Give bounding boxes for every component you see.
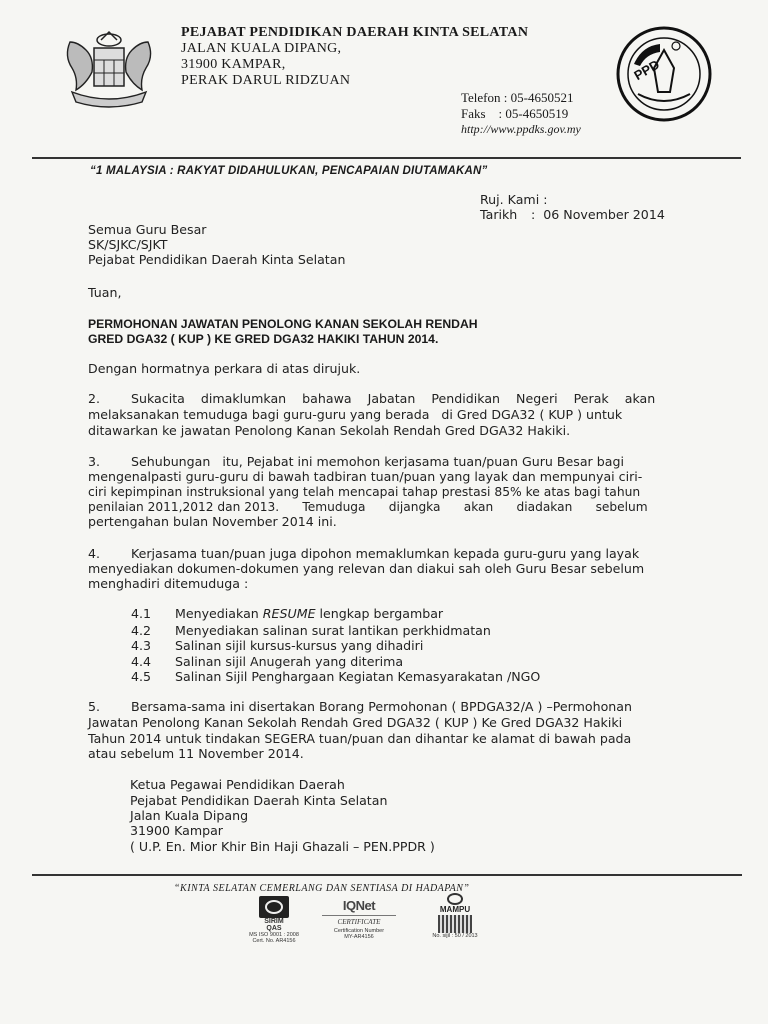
fax-number: Faks : 05-4650519: [461, 106, 569, 121]
paragraph-5-line: Jawatan Penolong Kanan Sekolah Rendah Gred DGA32 ( KUP ) Ke Gred DGA32 Hakiki: [88, 715, 623, 730]
list-item-number: 4.3: [131, 638, 152, 653]
sirim-cert-line-2: Cert. No. AR4156: [252, 938, 296, 944]
paragraph-2-line: Sukacita dimaklumkan bahawa Jabatan Pendidikan Negeri Perak akan: [131, 391, 656, 406]
list-item-text: Salinan sijil kursus-kursus yang dihadiri: [175, 638, 424, 653]
date-label: Tarikh: [480, 207, 518, 222]
phone-number: Telefon : 05-4650521: [461, 90, 574, 105]
list-item: [131, 638, 423, 653]
list-item-number: 4.1: [131, 606, 152, 621]
paragraph-3-line: penilaian 2011,2012 dan 2013. Temuduga dijangka akan diadakan sebelum: [88, 500, 648, 514]
coat-of-arms-logo: [60, 30, 158, 108]
iqnet-logo: IQNet: [342, 898, 376, 913]
iqnet-cert-line-2: MY-AR4156: [344, 934, 374, 940]
mampu-logo-text: MAMPU: [439, 905, 471, 914]
closing-address-line: Ketua Pegawai Pendidikan Daerah: [130, 777, 345, 792]
sirim-cert-line-1: MS ISO 9001 : 2008: [249, 932, 299, 938]
closing-address-line: Jalan Kuala Dipang: [130, 808, 249, 823]
paragraph-3-line: mengenalpasti guru-guru di bawah tadbiran tuan/puan yang layak dan mempunyai ciri-: [88, 469, 643, 484]
recipient-line-1: Semua Guru Besar: [88, 222, 207, 237]
org-address-line-1: JALAN KUALA DIPANG,: [181, 41, 342, 56]
iqnet-certification: [322, 898, 396, 940]
list-item: [131, 606, 443, 621]
sirim-logo-text-top: SIRIM: [264, 918, 284, 925]
closing-address-line: Pejabat Pendidikan Daerah Kinta Selatan: [130, 793, 388, 808]
paragraph-5-line: atau sebelum 11 November 2014.: [88, 746, 304, 761]
paragraph-3-line: Sehubungan itu, Pejabat ini memohon kerjasama tuan/puan Guru Besar bagi: [131, 454, 624, 469]
list-item: [131, 669, 540, 684]
list-item-number: 4.2: [131, 623, 152, 638]
list-item-text: Menyediakan salinan surat lantikan perkhidmatan: [175, 623, 491, 638]
footer-rule: [32, 874, 742, 876]
date-value: : 06 November 2014: [531, 207, 665, 222]
paragraph-5-number: 5.: [88, 699, 101, 714]
sirim-logo-text-bottom: QAS: [266, 925, 282, 932]
list-item-number: 4.5: [131, 669, 152, 684]
paragraph-4-line: menyediakan dokumen-dokumen yang relevan dan diakui sah oleh Guru Besar sebelum: [88, 561, 645, 576]
recipient-line-2: SK/SJKC/SJKT: [88, 237, 168, 252]
paragraph-3-line: pertengahan bulan November 2014 ini.: [88, 514, 337, 529]
mampu-logo-icon: [447, 893, 463, 905]
footer-motto: “KINTA SELATAN CEMERLANG DAN SENTIASA DI HADAPAN”: [174, 883, 470, 894]
closing-address-line: 31900 Kampar: [130, 823, 223, 838]
mampu-cert-line-1: No. sijil : 50 / 2013: [432, 933, 478, 939]
paragraph-3-number: 3.: [88, 454, 101, 469]
opening-line: Dengan hormatnya perkara di atas dirujuk.: [88, 361, 361, 376]
list-item-text-end: lengkap bergambar: [315, 606, 444, 621]
list-item-number: 4.4: [131, 654, 152, 669]
subject-line-1: PERMOHONAN JAWATAN PENOLONG KANAN SEKOLAH RENDAH: [88, 317, 478, 331]
header-rule: [32, 157, 741, 159]
list-item-text: Menyediakan: [175, 606, 263, 621]
list-item-text: Salinan Sijil Penghargaan Kegiatan Kemasyarakatan /NGO: [175, 669, 541, 684]
paragraph-2-line: ditawarkan ke jawatan Penolong Kanan Sekolah Rendah Gred DGA32 Hakiki.: [88, 423, 571, 438]
list-item: [131, 623, 491, 638]
salutation: Tuan,: [88, 285, 122, 300]
iqnet-certificate-caption: CERTIFICATE: [337, 918, 381, 926]
recipient-line-3: Pejabat Pendidikan Daerah Kinta Selatan: [88, 252, 346, 267]
subject-line-2: GRED DGA32 ( KUP ) KE GRED DGA32 HAKIKI TAHUN 2014.: [88, 332, 439, 346]
org-name: PEJABAT PENDIDIKAN DAERAH KINTA SELATAN: [181, 25, 529, 40]
org-address-line-2: 31900 KAMPAR,: [181, 57, 286, 72]
iqnet-divider: [322, 915, 396, 916]
ppd-logo: [614, 24, 714, 124]
closing-address-line: ( U.P. En. Mior Khir Bin Haji Ghazali – PEN.PPDR ): [130, 839, 435, 854]
paragraph-2-number: 2.: [88, 391, 101, 406]
sirim-logo-icon: [259, 896, 289, 918]
org-address-line-3: PERAK DARUL RIDZUAN: [181, 73, 351, 88]
paragraph-5-line: Bersama-sama ini disertakan Borang Permohonan ( BPDGA32/A ) –Permohonan: [131, 699, 632, 714]
mampu-certification: [425, 893, 485, 939]
paragraph-3-line: ciri kepimpinan instruksional yang telah mencapai tahap prestasi 85% ke atas bagi tahun: [88, 485, 641, 499]
paragraph-4-line: Kerjasama tuan/puan juga dipohon memaklumkan kepada guru-guru yang layak: [131, 546, 640, 561]
reference-label: Ruj. Kami :: [480, 192, 548, 207]
slogan: “1 MALAYSIA : RAKYAT DIDAHULUKAN, PENCAPAIAN DIUTAMAKAN”: [90, 165, 488, 177]
list-item: [131, 654, 403, 669]
paragraph-2-line: melaksanakan temuduga bagi guru-guru yang berada di Gred DGA32 ( KUP ) untuk: [88, 407, 623, 422]
paragraph-4-number: 4.: [88, 546, 101, 561]
ppd-logo-text: PPD: [631, 56, 662, 84]
list-item-text: Salinan sijil Anugerah yang diterima: [175, 654, 404, 669]
paragraph-4-line: menghadiri ditemuduga :: [88, 576, 249, 591]
sirim-qas-certification: [246, 896, 302, 944]
mampu-graphic: [438, 915, 472, 933]
iqnet-cert-line-1: Certification Number: [333, 928, 385, 934]
website-link[interactable]: http://www.ppdks.gov.my: [461, 122, 581, 136]
paragraph-5-line: Tahun 2014 untuk tindakan SEGERA tuan/puan dan dihantar ke alamat di bawah pada: [88, 731, 632, 746]
list-item-emphasis: RESUME: [262, 606, 316, 621]
